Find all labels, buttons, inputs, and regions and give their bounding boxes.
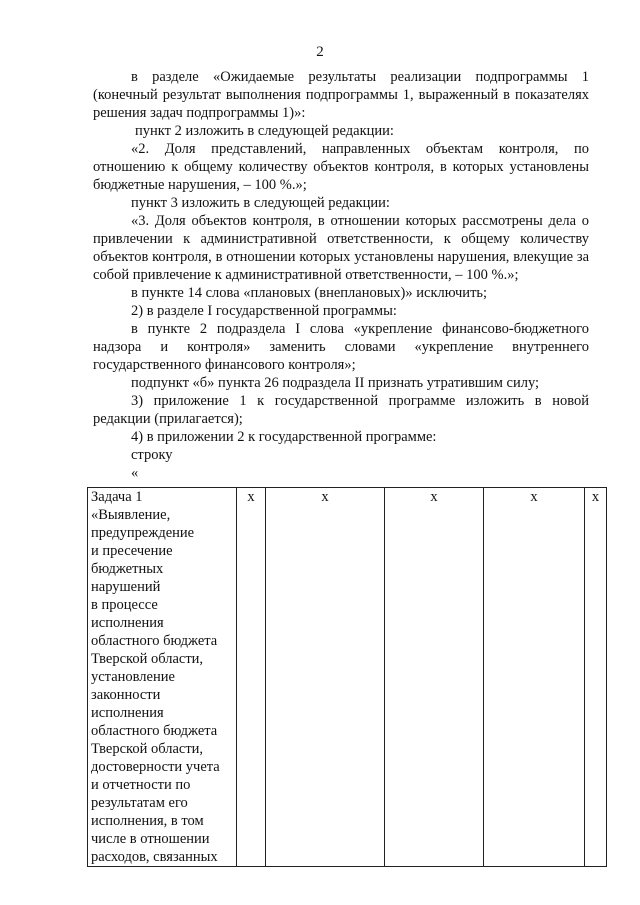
paragraph-open-quote: « <box>131 465 139 481</box>
paragraph-row-word: строку <box>131 447 173 463</box>
program-table <box>87 487 607 867</box>
task-line: исполнения <box>91 705 164 721</box>
task-line: «Выявление, <box>91 507 171 523</box>
mark-cell: x <box>484 488 585 867</box>
task-line: законности <box>91 687 161 703</box>
paragraph-section1: 2) в разделе I государственной программы: <box>131 303 397 319</box>
page-number: 2 <box>316 44 324 60</box>
paragraph-subsection1: в пункте 2 подраздела I слова «укрепление финансово-бюджетного надзора и контроля» заменить словами «укрепление внутреннего государственного финансового контроля»; <box>93 321 589 373</box>
paragraph-appendix2: 4) в приложении 2 к государственной программе: <box>131 429 437 445</box>
paragraph-appendix1: 3) приложение 1 к государственной программе изложить в новой редакции (прилагается); <box>93 393 589 427</box>
task-line: достоверности учета <box>91 759 220 775</box>
paragraph-item2-text: «2. Доля представлений, направленных объектам контроля, по отношению к общему количеству объектов контроля, в которых установлены бюджетные нарушения, – 100 %.»; <box>93 141 589 193</box>
mark-cell: x <box>237 488 266 867</box>
task-line: установление <box>91 669 175 685</box>
document-body <box>93 68 589 482</box>
task-line: и пресечение <box>91 543 173 559</box>
mark-cell: x <box>585 488 607 867</box>
task-line: расходов, связанных <box>91 849 218 865</box>
task-line: исполнения <box>91 615 164 631</box>
task-line: и отчетности по <box>91 777 191 793</box>
task-line: исполнения, в том <box>91 813 204 829</box>
mark-cell: x <box>385 488 484 867</box>
task-line: Задача 1 <box>91 489 143 505</box>
paragraph-item14: в пункте 14 слова «плановых (внеплановых)» исключить; <box>131 285 488 301</box>
paragraph-item3-text: «3. Доля объектов контроля, в отношении которых рассмотрены дела о привлечении к административной ответственности, к общему количеству объектов контроля, в отношении которых установлены нарушения, влекущие за собой привлечение к административной ответственности, – 100 %.»; <box>93 213 589 283</box>
paragraph-item3-intro: пункт 3 изложить в следующей редакции: <box>131 195 390 211</box>
paragraph-subitem-b: подпункт «б» пункта 26 подраздела II признать утратившим силу; <box>131 375 540 391</box>
task-line: результатам его <box>91 795 188 811</box>
task-line: областного бюджета <box>91 723 218 739</box>
table-row <box>88 488 607 867</box>
task-line: предупреждение <box>91 525 195 541</box>
paragraph-item2-intro: пункт 2 изложить в следующей редакции: <box>135 123 394 139</box>
task-line: Тверской области, <box>91 741 204 757</box>
task-line: числе в отношении <box>91 831 210 847</box>
task-cell <box>88 488 237 867</box>
task-line: нарушений <box>91 579 161 595</box>
paragraph-section-results: в разделе «Ожидаемые результаты реализации подпрограммы 1 (конечный результат выполнения подпрограммы 1, выраженный в показателях решения задач подпрограммы 1)»: <box>93 69 589 121</box>
task-line: бюджетных <box>91 561 164 577</box>
task-line: областного бюджета <box>91 633 218 649</box>
mark-cell: x <box>266 488 385 867</box>
task-line: в процессе <box>91 597 158 613</box>
task-line: Тверской области, <box>91 651 204 667</box>
